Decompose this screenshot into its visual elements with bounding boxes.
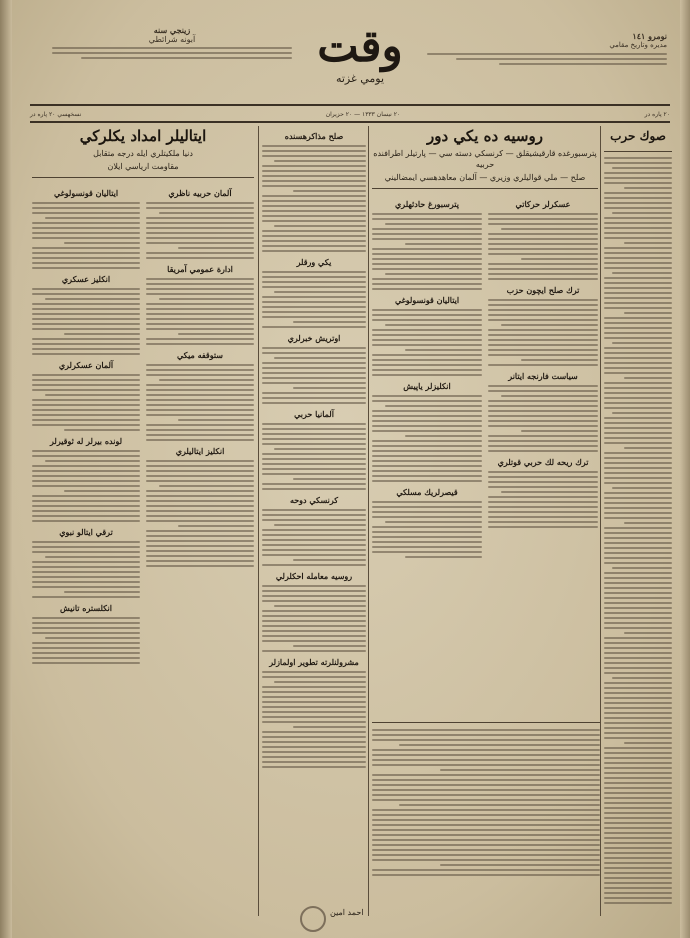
column-4-section: ترقي ايتالو نبوي <box>59 527 113 537</box>
column-1 <box>604 126 672 916</box>
page-edge-left <box>0 0 12 938</box>
column-2-section: عسكرلر حركاتي <box>515 199 571 209</box>
column-4-section: ادارة عمومي آمريقا <box>167 264 233 274</box>
column-2-section: قيصرلريك مسلكي <box>396 487 458 497</box>
masthead-left-line1: زينجي سنه <box>153 25 191 35</box>
column-1-headline: صوك حرب <box>610 129 666 143</box>
column-2-headline: روسيه ده يكي دور <box>427 127 543 145</box>
dateline-right: ٢٠ پاره در <box>644 110 670 118</box>
dateline <box>30 108 670 120</box>
column-3-section: روسيه معامله احكلرلي <box>275 571 353 581</box>
column-2-section: ترك ريحه لك حربي قوتلري <box>497 457 589 467</box>
column-2 <box>372 126 598 720</box>
column-4-section: ستوقفه ميكي <box>177 350 223 360</box>
masthead-right-line1: نومرو ١٤١ <box>632 31 667 41</box>
column-divider <box>368 126 369 916</box>
column-2-section: ترك صلح ايچون حزب <box>506 285 580 295</box>
column-2-subcolumn-a <box>372 194 482 561</box>
masthead-right-line2: مديره وتاريخ مقامي <box>609 41 667 49</box>
masthead-rule-bottom <box>30 121 670 123</box>
column-divider <box>258 126 259 916</box>
column-2-section: سياست فارنجه ايتانر <box>508 371 578 381</box>
masthead-issue-info <box>427 32 667 68</box>
footer-signature: احمد امين <box>330 908 364 917</box>
library-stamp <box>300 906 326 932</box>
column-2-bottom-article <box>372 722 600 913</box>
column-2-subhead-2: صلح — ملي قواليلري وزيري — آلمان معاهدهسي ايمضاليني <box>384 173 586 182</box>
newspaper-subtitle: يومي غزته <box>335 72 385 85</box>
column-4-headline: ايتاليلر امداد يكلركي <box>79 127 207 145</box>
column-4-subcolumn-a <box>32 183 140 667</box>
column-4-subcolumn-b <box>146 183 254 667</box>
column-4-subhead-2: مقاومت ارياسي ايلان <box>107 162 179 171</box>
column-4-subhead-1: دنيا ملكيتلري ايله درجه متقابل <box>93 149 193 158</box>
column-4 <box>32 126 254 916</box>
column-4-section: انكليز عسكري <box>61 274 111 284</box>
column-3-section: اوتريش خبرلري <box>287 333 341 343</box>
column-4-section: ايتاليان قونسولوغي <box>53 188 119 198</box>
dateline-center: ٢٠ نيسان ١٣٣٣ — ٢٠ حزيران <box>325 110 401 118</box>
column-3-section: مشرولنلرته تطوير اولمازلر <box>269 657 359 667</box>
column-4-section: آلمان حربيه ناظري <box>168 188 232 198</box>
column-2-section: ايتاليان قونسولوغي <box>394 295 460 305</box>
column-divider <box>600 126 601 916</box>
newspaper-logo <box>310 22 410 102</box>
masthead-subscription-info <box>52 26 292 62</box>
column-2-subhead-1: پترسبورغده قارقيشيقلق — كرنسكي دسته سي — پارتيلر اطرافنده حربيه <box>373 149 597 169</box>
masthead-left-line2: آبونه شرائطي <box>148 35 196 44</box>
column-4-section: آلمان عسكرلري <box>58 360 114 370</box>
masthead-rule-top <box>30 104 670 106</box>
page-edge-right <box>680 0 690 938</box>
newspaper-title: وقت <box>317 21 403 72</box>
column-3-section: كرنسكي دوحه <box>289 495 339 505</box>
column-3-section: يكي ورقلر <box>296 257 332 267</box>
column-3-section: صلح مذاكرهسنده <box>284 131 344 141</box>
column-3 <box>262 126 366 916</box>
column-2-section: پترسبورغ حادثهلري <box>395 199 459 209</box>
column-4-section: انكلستره تانيش <box>60 603 112 613</box>
column-4-section: انكليز ايتاليلري <box>175 446 225 456</box>
dateline-left: نسخهسي ٢٠ پاره در <box>30 110 82 118</box>
masthead <box>22 14 672 106</box>
column-4-section: لونده بيرلر له ثوقيرلر <box>49 436 123 446</box>
column-3-section: آلمانيا حربي <box>294 409 334 419</box>
column-2-subcolumn-b <box>488 194 598 561</box>
column-2-section: انكليزلر ياپيش <box>403 381 451 391</box>
